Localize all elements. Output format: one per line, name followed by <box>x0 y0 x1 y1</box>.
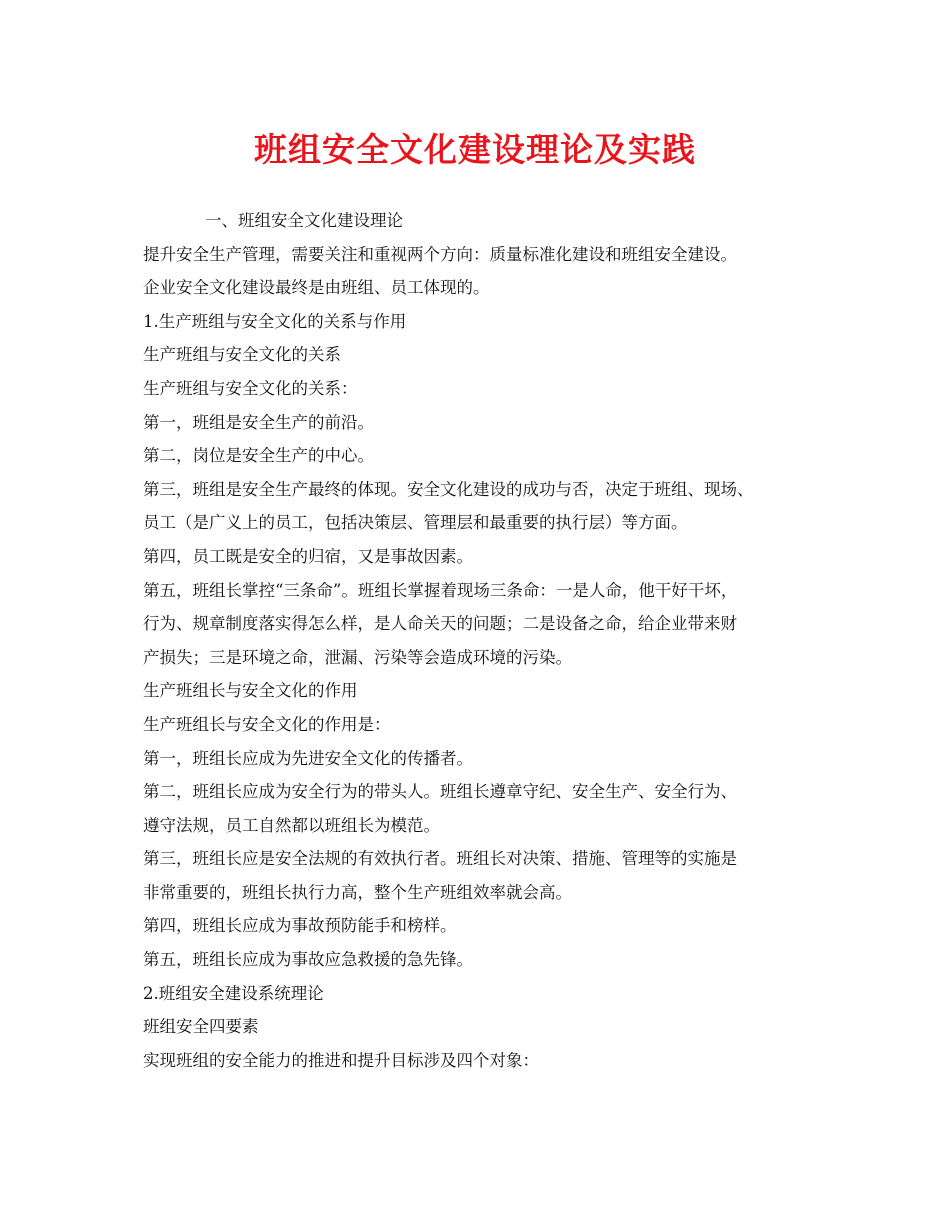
paragraph-line: 生产班组长与安全文化的作用是： <box>143 714 391 734</box>
paragraph-line: 第四，员工既是安全的归宿，又是事故因素。 <box>143 546 473 566</box>
paragraph-line: 第三，班组长应是安全法规的有效执行者。班组长对决策、措施、管理等的实施是 <box>143 849 737 869</box>
paragraph-line: 生产班组长与安全文化的作用 <box>143 681 358 701</box>
paragraph-line: 第一，班组是安全生产的前沿。 <box>143 412 374 432</box>
paragraph-line: 生产班组与安全文化的关系： <box>143 378 358 398</box>
paragraph-line: 实现班组的安全能力的推进和提升目标涉及四个对象： <box>143 1050 539 1070</box>
section-heading: 一、班组安全文化建设理论 <box>205 211 403 230</box>
paragraph-line: 生产班组与安全文化的关系 <box>143 345 341 365</box>
paragraph-line: 提升安全生产管理，需要关注和重视两个方向：质量标准化建设和班组安全建设。 <box>143 244 737 264</box>
paragraph-line: 第三，班组是安全生产最终的体现。安全文化建设的成功与否，决定于班组、现场、 <box>143 479 754 499</box>
paragraph-line: 遵守法规，员工自然都以班组长为模范。 <box>143 815 440 835</box>
paragraph-line: 第二，班组长应成为安全行为的带头人。班组长遵章守纪、安全生产、安全行为、 <box>143 782 737 802</box>
paragraph-line: 第五，班组长掌控“三条命”。班组长掌握着现场三条命：一是人命，他干好干坏， <box>143 580 738 600</box>
paragraph-line: 非常重要的，班组长执行力高，整个生产班组效率就会高。 <box>143 882 572 902</box>
paragraph-line: 行为、规章制度落实得怎么样，是人命关天的问题；二是设备之命，给企业带来财 <box>143 614 737 634</box>
paragraph-line: 产损失；三是环境之命，泄漏、污染等会造成环境的污染。 <box>143 647 572 667</box>
paragraph-line: 员工（是广义上的员工，包括决策层、管理层和最重要的执行层）等方面。 <box>143 513 688 533</box>
document-body <box>143 204 833 1077</box>
subsection-heading: 1.生产班组与安全文化的关系与作用 <box>143 311 407 331</box>
document-title: 班组安全文化建设理论及实践 <box>254 130 696 169</box>
paragraph-line: 第四，班组长应成为事故预防能手和榜样。 <box>143 916 457 936</box>
paragraph-line: 班组安全四要素 <box>143 1017 259 1037</box>
subsection-heading: 2.班组安全建设系统理论 <box>143 983 324 1003</box>
paragraph-line: 企业安全文化建设最终是由班组、员工体现的。 <box>143 278 490 298</box>
paragraph-line: 第二，岗位是安全生产的中心。 <box>143 446 374 466</box>
paragraph-line: 第一，班组长应成为先进安全文化的传播者。 <box>143 748 473 768</box>
paragraph-line: 第五，班组长应成为事故应急救援的急先锋。 <box>143 950 473 970</box>
